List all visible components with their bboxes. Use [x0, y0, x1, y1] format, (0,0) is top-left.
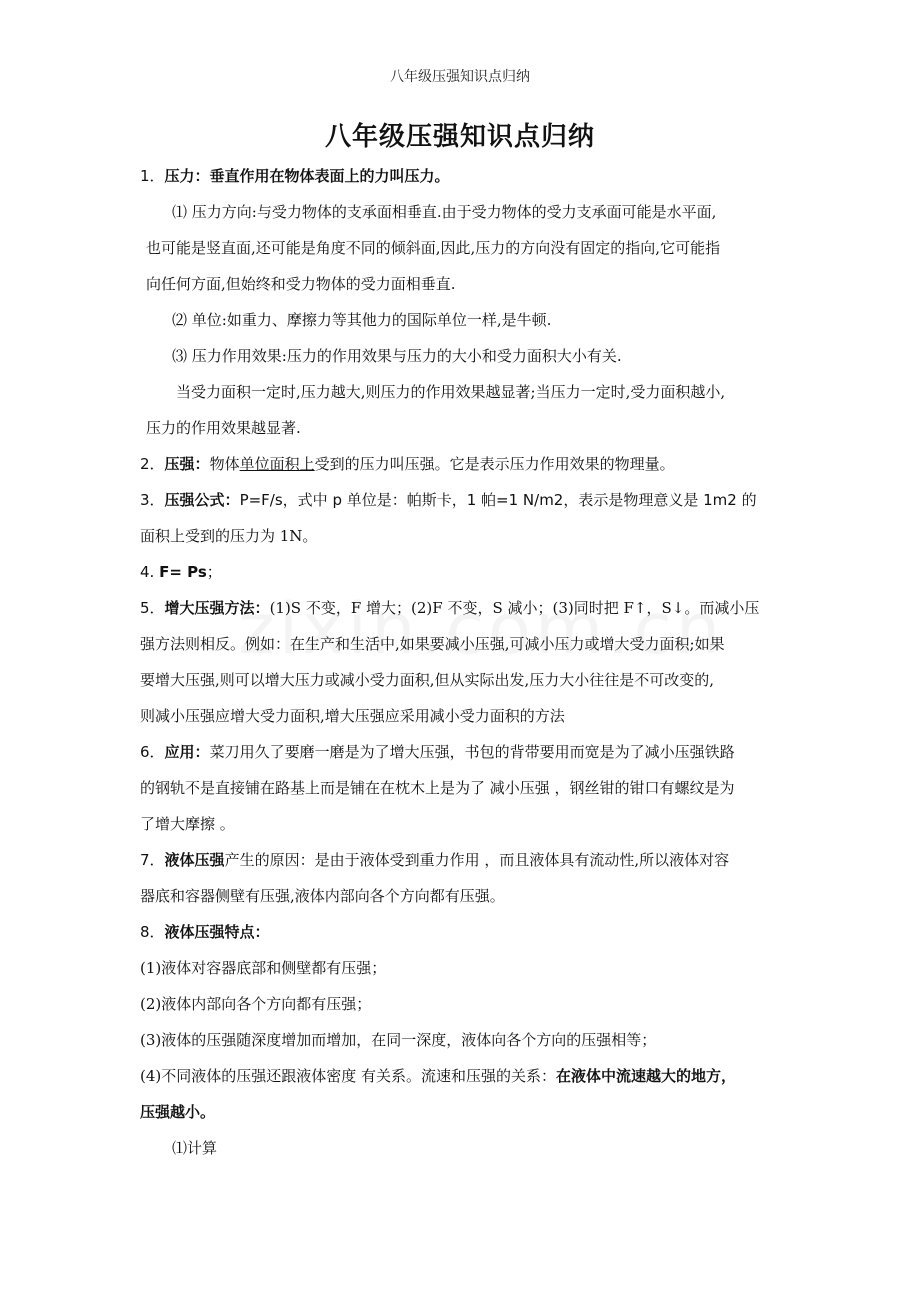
section-2: 2．压强：物体单位面积上受到的压力叫压强。它是表示压力作用效果的物理量。: [140, 455, 675, 473]
document-body: [140, 164, 790, 1172]
section-7-line2: 器底和容器侧壁有压强,液体内部向各个方向都有压强。: [140, 887, 505, 905]
section-5-line3: 要增大压强,则可以增大压力或减小受力面积,但从实际出发,压力大小往往是不可改变的,: [140, 671, 715, 689]
s1-p2: ⑵ 单位:如重力、摩擦力等其他力的国际单位一样,是牛顿.: [172, 311, 552, 329]
s1-p1-line2: 也可能是竖直面,还可能是角度不同的倾斜面,因此,压力的方向没有固定的指向,它可能指: [146, 239, 721, 257]
section-8-item-2: (2)液体内部向各个方向都有压强；: [140, 995, 372, 1013]
section-5-line2: 强方法则相反。例如：在生产和生活中,如果要减小压强,可减小压力或增大受力面积;如果: [140, 635, 725, 653]
s1-p3: ⑶ 压力作用效果:压力的作用效果与压力的大小和受力面积大小有关.: [172, 347, 622, 365]
section-1-heading: 1．压力：垂直作用在物体表面上的力叫压力。: [140, 167, 450, 185]
running-header: 八年级压强知识点归纳: [390, 69, 530, 85]
section-3-line1: 3．压强公式：P=F/s，式中 p 单位是：帕斯卡，1 帕=1 N/m2，表示是物理意义是 1m2 的: [140, 491, 757, 509]
section-7-line1: 7．液体压强产生的原因：是由于液体受到重力作用 ，而且液体具有流动性,所以液体对容: [140, 851, 730, 869]
section-6-line1: 6．应用：菜刀用久了要磨一磨是为了增大压强，书包的背带要用而宽是为了减小压强铁路: [140, 743, 735, 761]
s1-p4-line2: 压力的作用效果越显著.: [146, 419, 301, 437]
section-5-line4: 则减小压强应增大受力面积,增大压强应采用减小受力面积的方法: [140, 707, 565, 725]
s1-p1-line3: 向任何方面,但始终和受力物体的受力面相垂直.: [146, 275, 456, 293]
section-8-item-4: (4)不同液体的压强还跟液体密度 有关系。流速和压强的关系：在液体中流速越大的地方，: [140, 1067, 737, 1085]
section-8-item-4-cont: 压强越小。: [140, 1103, 216, 1121]
section-8-heading: 8．液体压强特点：: [140, 923, 270, 941]
s1-p1-line1: ⑴ 压力方向:与受力物体的支承面相垂直.由于受力物体的受力支承面可能是水平面,: [172, 203, 717, 221]
document-title: 八年级压强知识点归纳: [324, 122, 595, 152]
section-6-line2: 的钢轨不是直接铺在路基上而是铺在在枕木上是为了 减小压强 ，钢丝钳的钳口有螺纹是为: [140, 779, 735, 797]
section-8-item-3: (3)液体的压强随深度增加而增加，在同一深度，液体向各个方向的压强相等；: [140, 1031, 657, 1049]
section-4: 4. F= Ps；: [140, 563, 222, 581]
section-6-line3: 了增大摩擦 。: [140, 815, 235, 833]
s1-p4-line1: 当受力面积一定时,压力越大,则压力的作用效果越显著;当压力一定时,受力面积越小,: [176, 383, 726, 401]
section-8-item-1: (1)液体对容器底部和侧壁都有压强；: [140, 959, 387, 977]
calc-heading: ⑴计算: [172, 1139, 218, 1157]
section-5-line1: 5．增大压强方法：(1)S 不变，F 增大；(2)F 不变，S 减小；(3)同时把 F↑，S↓。而减小压: [140, 599, 760, 617]
section-3-line2: 面积上受到的压力为 1N。: [140, 527, 318, 545]
